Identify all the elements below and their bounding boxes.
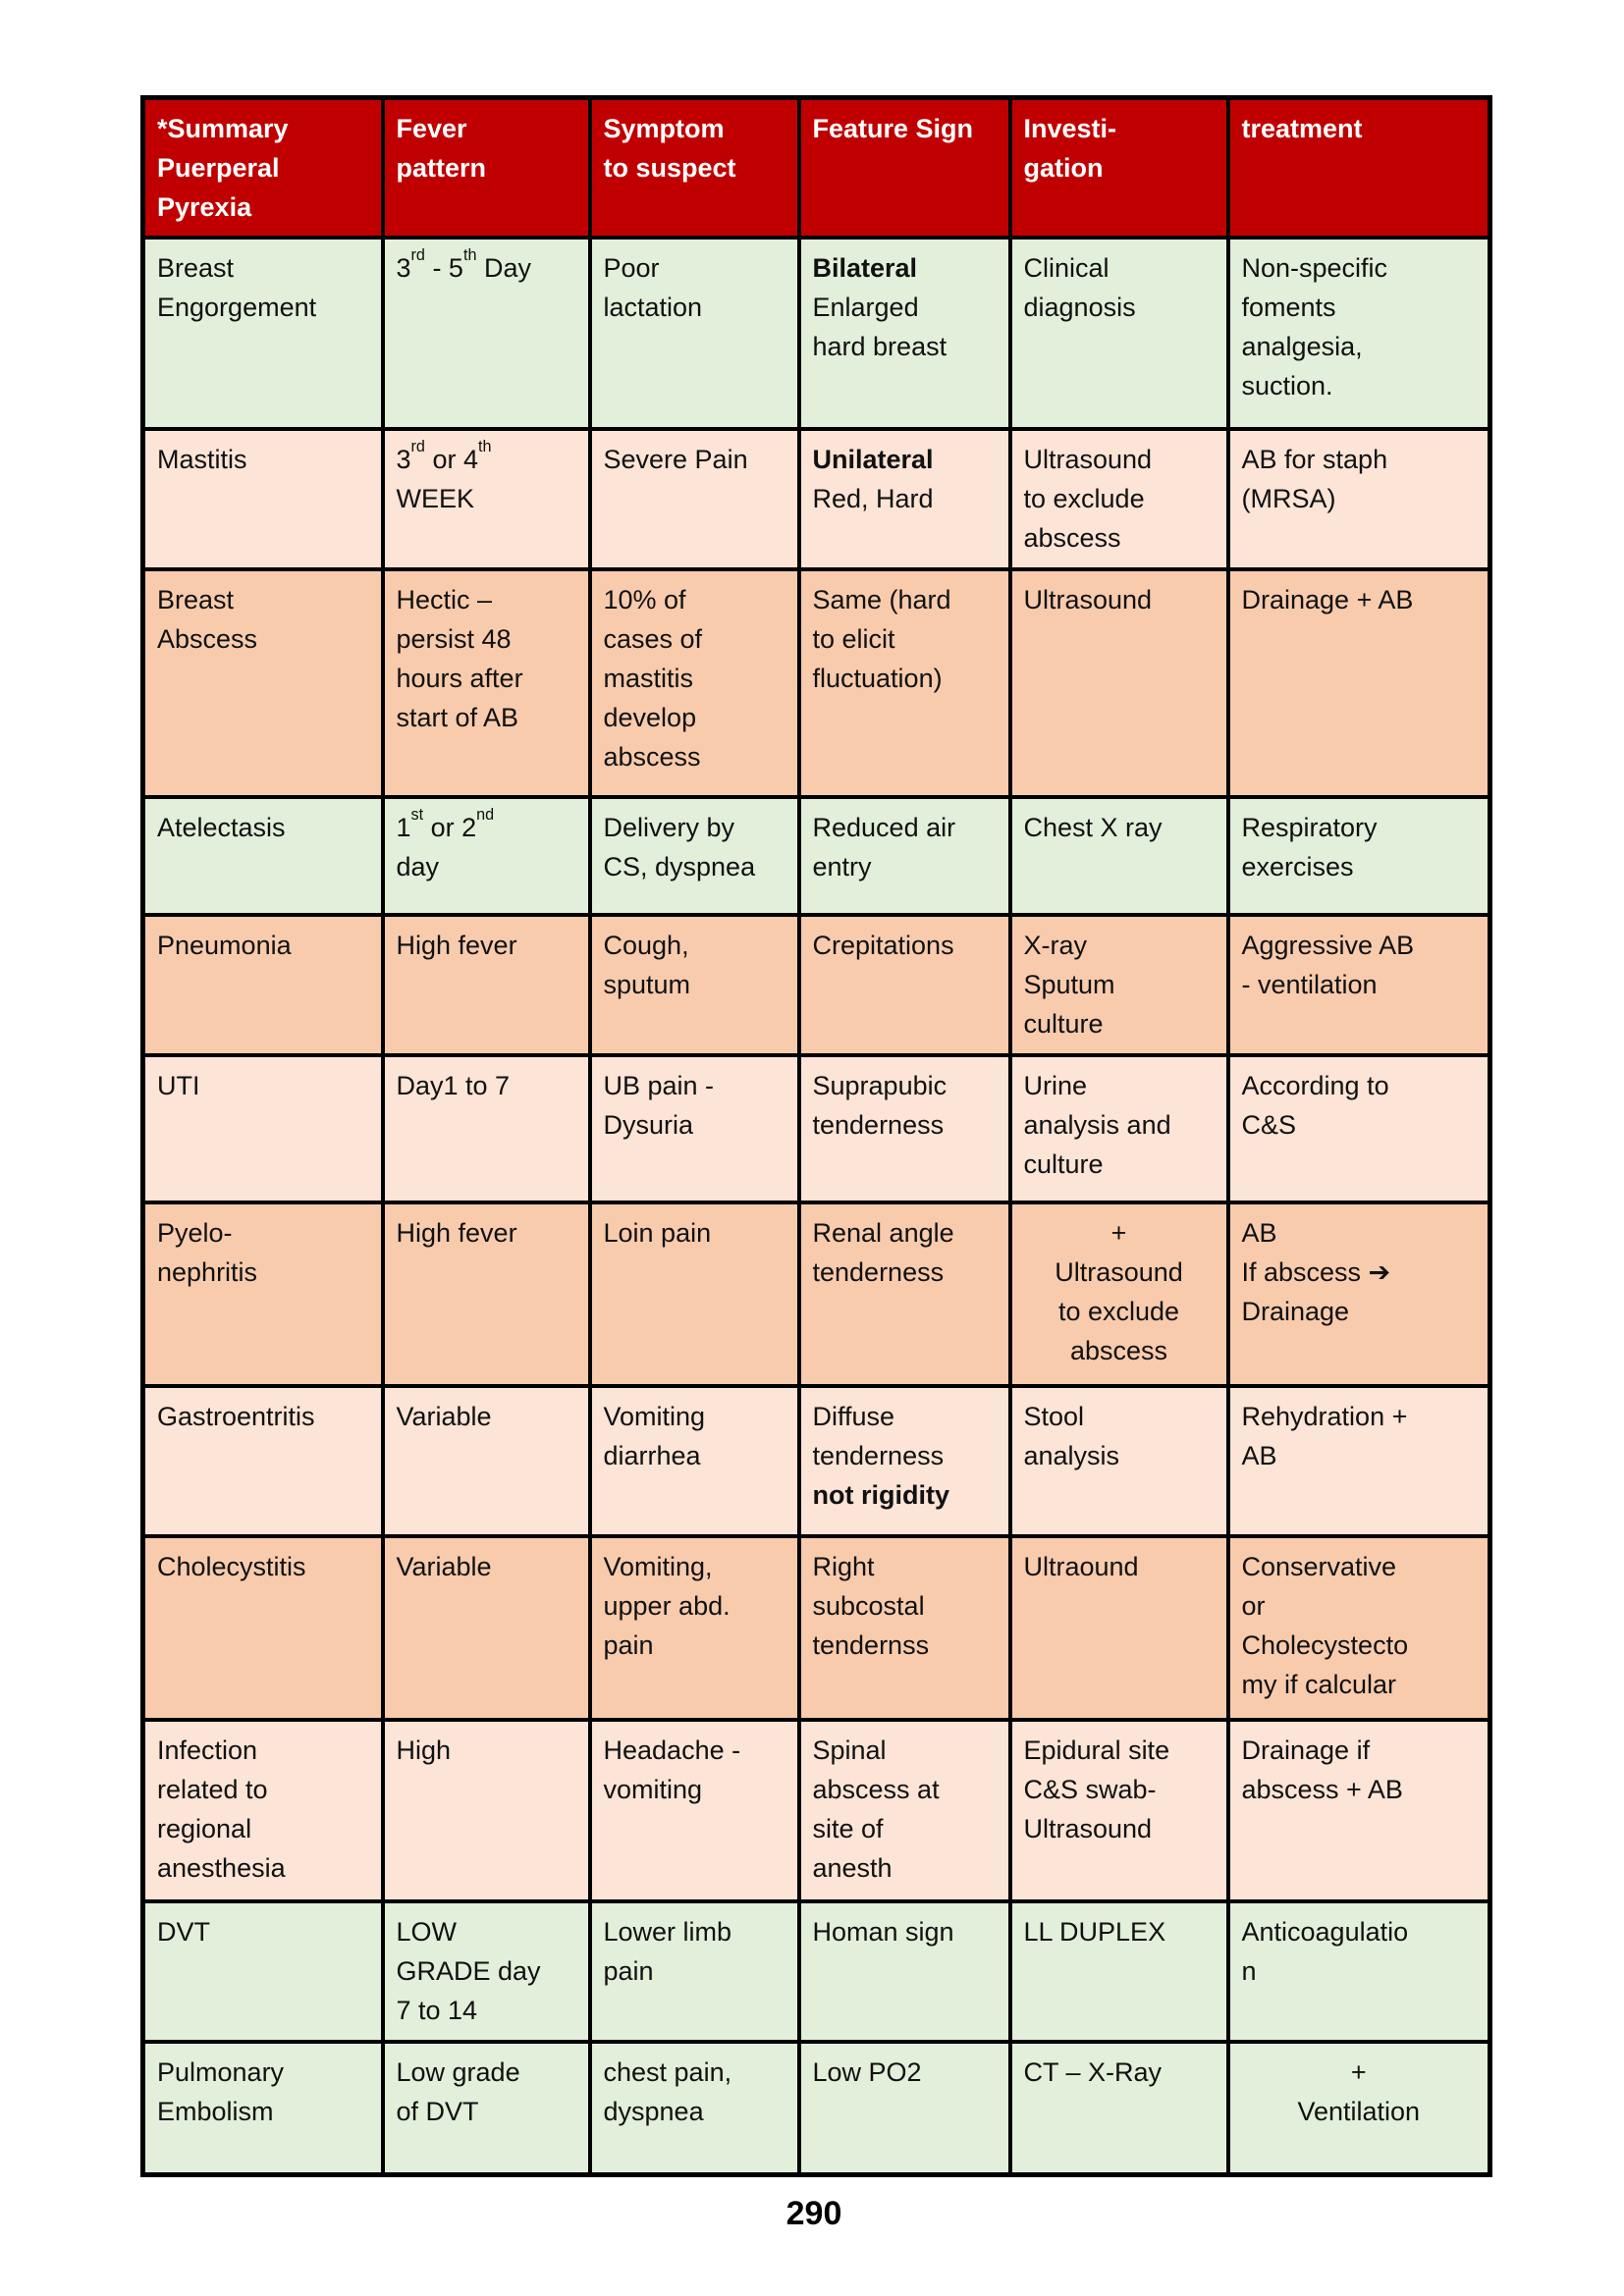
fever-cell: High fever xyxy=(383,915,590,1055)
table-row-cholecystitis xyxy=(143,1536,1490,1720)
feature-cell: Spinal abscess at site of anesth xyxy=(799,1720,1010,1901)
treatment-cell: AB for staph (MRSA) xyxy=(1228,429,1490,569)
table-row-pyelonephritis xyxy=(143,1202,1490,1386)
treatment-cell: Conservative or Cholecystecto my if calcular xyxy=(1228,1536,1490,1720)
condition-cell: Infection related to regional anesthesia xyxy=(143,1720,383,1901)
feature-cell: Bilateral Enlarged hard breast xyxy=(799,238,1010,429)
table-row-breast-engorgement xyxy=(143,238,1490,429)
investigation-cell: Urine analysis and culture xyxy=(1010,1055,1228,1202)
treatment-cell: Drainage if abscess + AB xyxy=(1228,1720,1490,1901)
feature-cell: Suprapubic tenderness xyxy=(799,1055,1010,1202)
fever-cell: High xyxy=(383,1720,590,1901)
condition-cell: Breast Engorgement xyxy=(143,238,383,429)
feature-cell: Same (hard to elicit fluctuation) xyxy=(799,569,1010,797)
investigation-cell: X-ray Sputum culture xyxy=(1010,915,1228,1055)
column-header-treatment: treatment xyxy=(1228,98,1490,239)
table-header-row xyxy=(143,98,1490,239)
symptom-cell: Vomiting, upper abd. pain xyxy=(590,1536,799,1720)
investigation-cell: + Ultrasound to exclude abscess xyxy=(1010,1202,1228,1386)
table-row-atelectasis xyxy=(143,797,1490,915)
symptom-cell: Loin pain xyxy=(590,1202,799,1386)
investigation-cell: Epidural site C&S swab- Ultrasound xyxy=(1010,1720,1228,1901)
table-row-regional-anesthesia-infection xyxy=(143,1720,1490,1901)
condition-cell: Breast Abscess xyxy=(143,569,383,797)
feature-cell: Low PO2 xyxy=(799,2042,1010,2174)
condition-cell: Pulmonary Embolism xyxy=(143,2042,383,2174)
page-number: 290 xyxy=(785,2195,842,2232)
column-header-symptom: Symptom to suspect xyxy=(590,98,799,239)
feature-cell: Renal angle tenderness xyxy=(799,1202,1010,1386)
treatment-cell: + Ventilation xyxy=(1228,2042,1490,2174)
table-row-gastroentritis xyxy=(143,1386,1490,1536)
feature-cell: Reduced air entry xyxy=(799,797,1010,915)
investigation-cell: Clinical diagnosis xyxy=(1010,238,1228,429)
column-header-fever-pattern: Fever pattern xyxy=(383,98,590,239)
investigation-cell: Chest X ray xyxy=(1010,797,1228,915)
symptom-cell: Cough, sputum xyxy=(590,915,799,1055)
symptom-cell: Lower limb pain xyxy=(590,1901,799,2042)
table-row-breast-abscess xyxy=(143,569,1490,797)
condition-cell: Cholecystitis xyxy=(143,1536,383,1720)
column-header-investigation: Investi- gation xyxy=(1010,98,1228,239)
table-row-uti xyxy=(143,1055,1490,1202)
condition-cell: Gastroentritis xyxy=(143,1386,383,1536)
fever-cell: Hectic – persist 48 hours after start of AB xyxy=(383,569,590,797)
fever-cell: Variable xyxy=(383,1536,590,1720)
investigation-cell: Stool analysis xyxy=(1010,1386,1228,1536)
investigation-cell: Ultraound xyxy=(1010,1536,1228,1720)
feature-cell: Crepitations xyxy=(799,915,1010,1055)
feature-cell: Diffuse tenderness not rigidity xyxy=(799,1386,1010,1536)
condition-cell: DVT xyxy=(143,1901,383,2042)
table-row-mastitis xyxy=(143,429,1490,569)
treatment-cell: Aggressive AB - ventilation xyxy=(1228,915,1490,1055)
fever-cell: Day1 to 7 xyxy=(383,1055,590,1202)
treatment-cell: Drainage + AB xyxy=(1228,569,1490,797)
feature-cell: Homan sign xyxy=(799,1901,1010,2042)
condition-cell: Atelectasis xyxy=(143,797,383,915)
feature-cell: Unilateral Red, Hard xyxy=(799,429,1010,569)
condition-cell: UTI xyxy=(143,1055,383,1202)
treatment-cell: Respiratory exercises xyxy=(1228,797,1490,915)
symptom-cell: 10% of cases of mastitis develop abscess xyxy=(590,569,799,797)
fever-cell: Variable xyxy=(383,1386,590,1536)
investigation-cell: Ultrasound xyxy=(1010,569,1228,797)
treatment-cell: Anticoagulatio n xyxy=(1228,1901,1490,2042)
symptom-cell: UB pain - Dysuria xyxy=(590,1055,799,1202)
fever-cell: 3rd or 4th WEEK xyxy=(383,429,590,569)
symptom-cell: Delivery by CS, dyspnea xyxy=(590,797,799,915)
symptom-cell: Severe Pain xyxy=(590,429,799,569)
symptom-cell: chest pain, dyspnea xyxy=(590,2042,799,2174)
treatment-cell: Rehydration + AB xyxy=(1228,1386,1490,1536)
feature-cell: Right subcostal tendernss xyxy=(799,1536,1010,1720)
symptom-cell: Headache - vomiting xyxy=(590,1720,799,1901)
condition-cell: Mastitis xyxy=(143,429,383,569)
investigation-cell: LL DUPLEX xyxy=(1010,1901,1228,2042)
fever-cell: LOW GRADE day 7 to 14 xyxy=(383,1901,590,2042)
fever-cell: 1st or 2nd day xyxy=(383,797,590,915)
column-header-summary: *Summary Puerperal Pyrexia xyxy=(143,98,383,239)
table-row-pulmonary-embolism xyxy=(143,2042,1490,2174)
investigation-cell: CT – X-Ray xyxy=(1010,2042,1228,2174)
symptom-cell: Vomiting diarrhea xyxy=(590,1386,799,1536)
puerperal-pyrexia-table xyxy=(140,95,1492,2177)
condition-cell: Pyelo- nephritis xyxy=(143,1202,383,1386)
fever-cell: High fever xyxy=(383,1202,590,1386)
treatment-cell: According to C&S xyxy=(1228,1055,1490,1202)
treatment-cell: AB If abscess ➔ Drainage xyxy=(1228,1202,1490,1386)
fever-cell: Low grade of DVT xyxy=(383,2042,590,2174)
table-row-pneumonia xyxy=(143,915,1490,1055)
treatment-cell: Non-specific foments analgesia, suction. xyxy=(1228,238,1490,429)
symptom-cell: Poor lactation xyxy=(590,238,799,429)
table-row-dvt xyxy=(143,1901,1490,2042)
condition-cell: Pneumonia xyxy=(143,915,383,1055)
fever-cell: 3rd - 5th Day xyxy=(383,238,590,429)
investigation-cell: Ultrasound to exclude abscess xyxy=(1010,429,1228,569)
column-header-feature-sign: Feature Sign xyxy=(799,98,1010,239)
